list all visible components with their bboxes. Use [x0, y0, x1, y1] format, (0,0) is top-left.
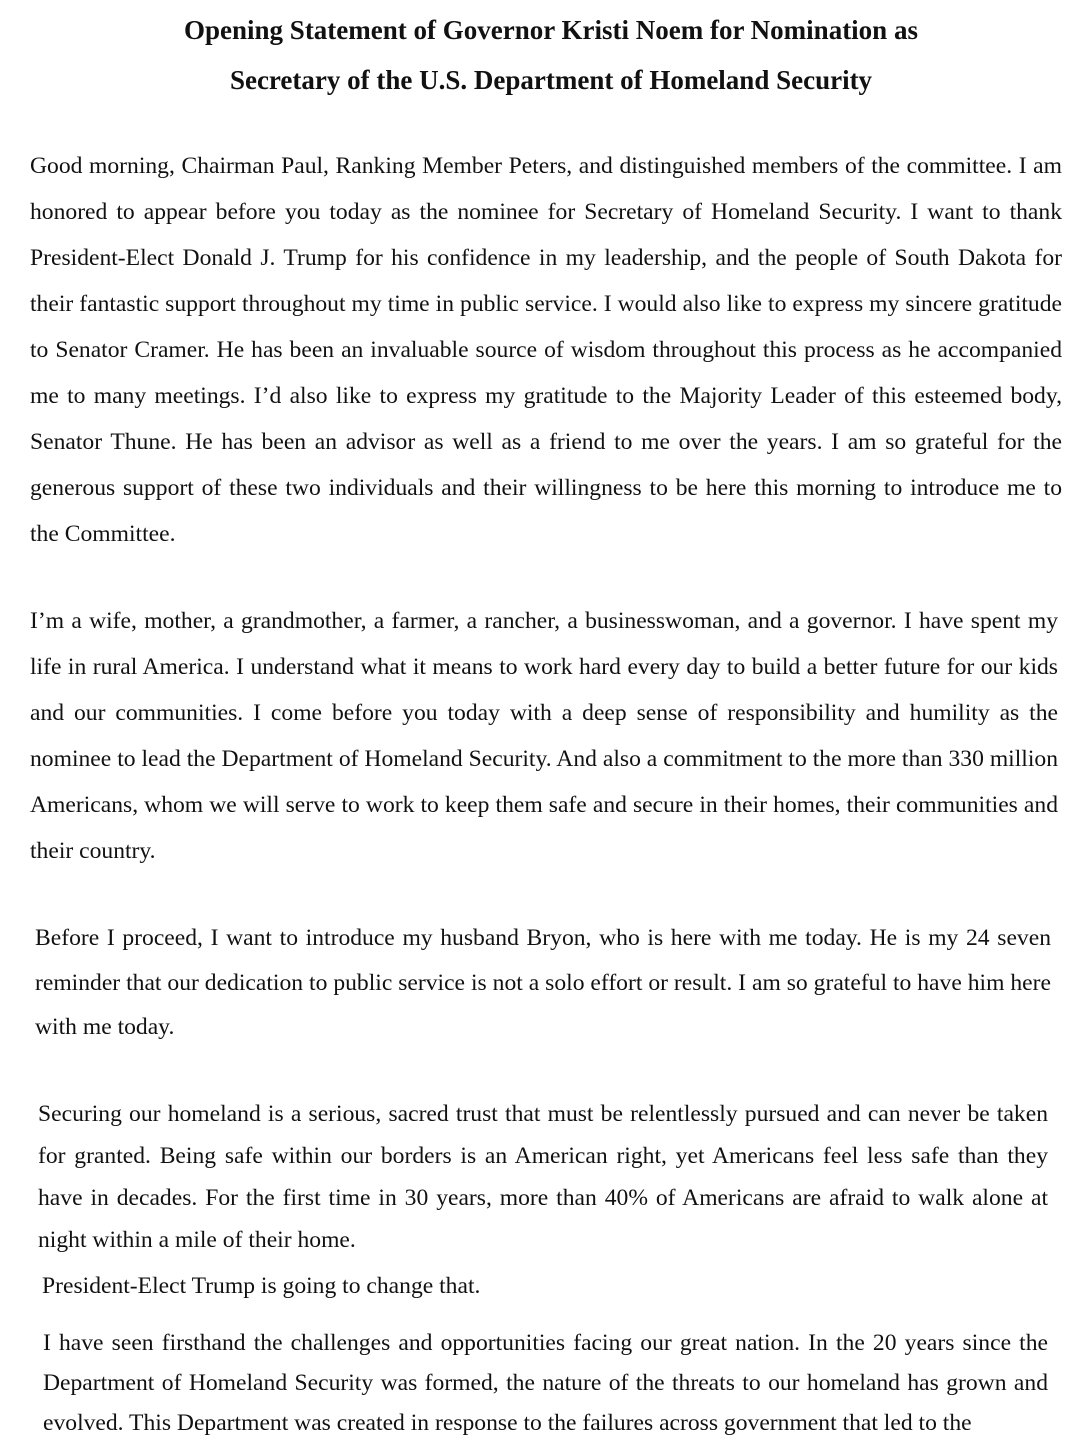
document-title-line-1: Opening Statement of Governor Kristi Noem for Nomination as	[184, 15, 918, 45]
paragraph-homeland-trust: Securing our homeland is a serious, sacred trust that must be relentlessly pursued and can never be taken for granted. Being safe within our borders is an American right, yet Americans feel less safe than they have in decades. For the first time in 30 years, more than 40% of Americans are afraid to walk alone at night within a mile of their home.	[38, 1101, 1048, 1253]
paragraph-husband: Before I proceed, I want to introduce my husband Bryon, who is here with me today. He is my 24 seven reminder that our dedication to public service is not a solo effort or result. I am so grateful to have him here with me today.	[35, 925, 1051, 1040]
paragraph-change: President-Elect Trump is going to change that.	[42, 1273, 481, 1299]
paragraph-background: I’m a wife, mother, a grandmother, a farmer, a rancher, a businesswoman, and a governor. I have spent my life in rural America. I understand what it means to work hard every day to build a better future for our kids and our communities. I come before you today with a deep sense of responsibility and humility as the nominee to lead the Department of Homeland Security. And also a commitment to the more than 330 million Americans, whom we will serve to work to keep them safe and secure in their homes, their communities and their country.	[30, 608, 1058, 864]
document-title-line-2: Secretary of the U.S. Department of Homeland Security	[229, 65, 873, 95]
paragraph-greeting: Good morning, Chairman Paul, Ranking Member Peters, and distinguished members of the committee. I am honored to appear before you today as the nominee for Secretary of Homeland Security. I want to thank President-Elect Donald J. Trump for his confidence in my leadership, and the people of South Dakota for their fantastic support throughout my time in public service. I would also like to express my sincere gratitude to Senator Cramer. He has been an invaluable source of wisdom throughout this process as he accompanied me to many meetings. I’d also like to express my gratitude to the Majority Leader of this esteemed body, Senator Thune. He has been an advisor as well as a friend to me over the years. I am so grateful for the generous support of these two individuals and their willingness to be here this morning to introduce me to the Committee.	[30, 153, 1062, 547]
paragraph-challenges: I have seen firsthand the challenges and opportunities facing our great nation. In the 20 years since the Department of Homeland Security was formed, the nature of the threats to our homeland has grown and evolved. This Department was created in response to the failures across government that led to the	[43, 1330, 1048, 1436]
